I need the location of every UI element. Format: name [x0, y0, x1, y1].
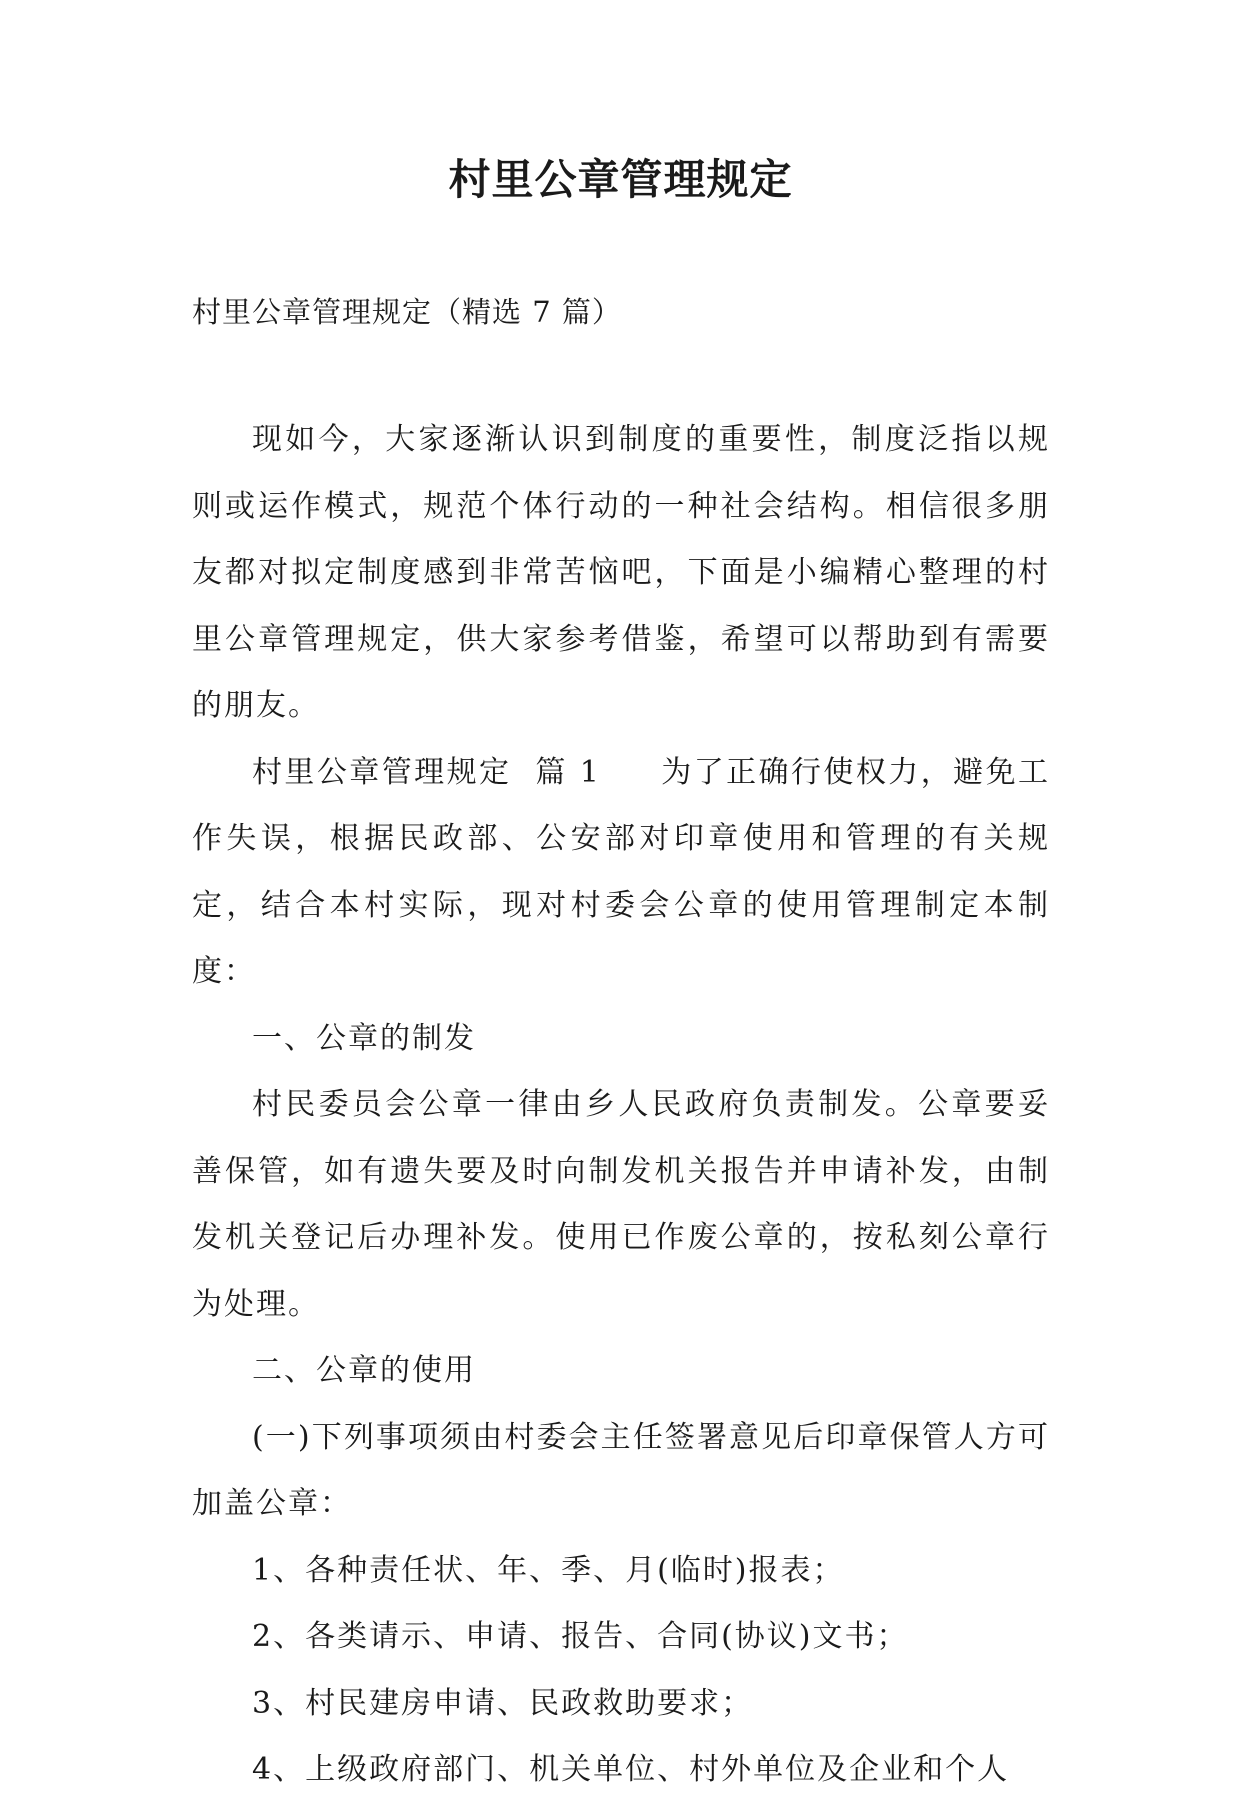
issuance-paragraph: 村民委员会公章一律由乡人民政府负责制发。公章要妥善保管，如有遗失要及时向制发机关报告并申请补发，由制发机关登记后办理补发。使用已作废公章的，按私刻公章行为处理。 — [192, 1087, 1050, 1322]
article-1-intro-text: 为了正确行使权力，避免工作失误，根据民政部、公安部对印章使用和管理的有关规定，结合本村实际，现对村委会公章的使用管理制定本制度： — [192, 754, 1050, 989]
usage-item-1: 1、各种责任状、年、季、月(临时)报表； — [252, 1552, 845, 1588]
document-subtitle: 村里公章管理规定（精选 7 篇） — [192, 295, 622, 329]
usage-subsection-1: (一)下列事项须由村委会主任签署意见后印章保管人方可加盖公章： — [192, 1419, 1050, 1521]
document-body — [192, 407, 1050, 1804]
section-heading-issuance: 一、公章的制发 — [252, 1020, 476, 1056]
section-heading-usage: 二、公章的使用 — [252, 1353, 476, 1388]
intro-paragraph: 现如今，大家逐渐认识到制度的重要性，制度泛指以规则或运作模式，规范个体行动的一种社会结构。相信很多朋友都对拟定制度感到非常苦恼吧，下面是小编精心整理的村里公章管理规定，供大家参考借鉴，希望可以帮助到有需要的朋友。 — [192, 422, 1050, 723]
usage-item-3: 3、村民建房申请、民政救助要求； — [252, 1685, 754, 1721]
article-heading: 村里公章管理规定 篇 1 — [252, 754, 601, 790]
document-title: 村里公章管理规定 — [448, 155, 793, 204]
usage-item-2: 2、各类请示、申请、报告、合同(协议)文书； — [252, 1619, 909, 1654]
usage-item-4: 4、上级政府部门、机关单位、村外单位及企业和个人 — [252, 1752, 1010, 1787]
article-1-intro-paragraph — [192, 740, 1050, 1006]
